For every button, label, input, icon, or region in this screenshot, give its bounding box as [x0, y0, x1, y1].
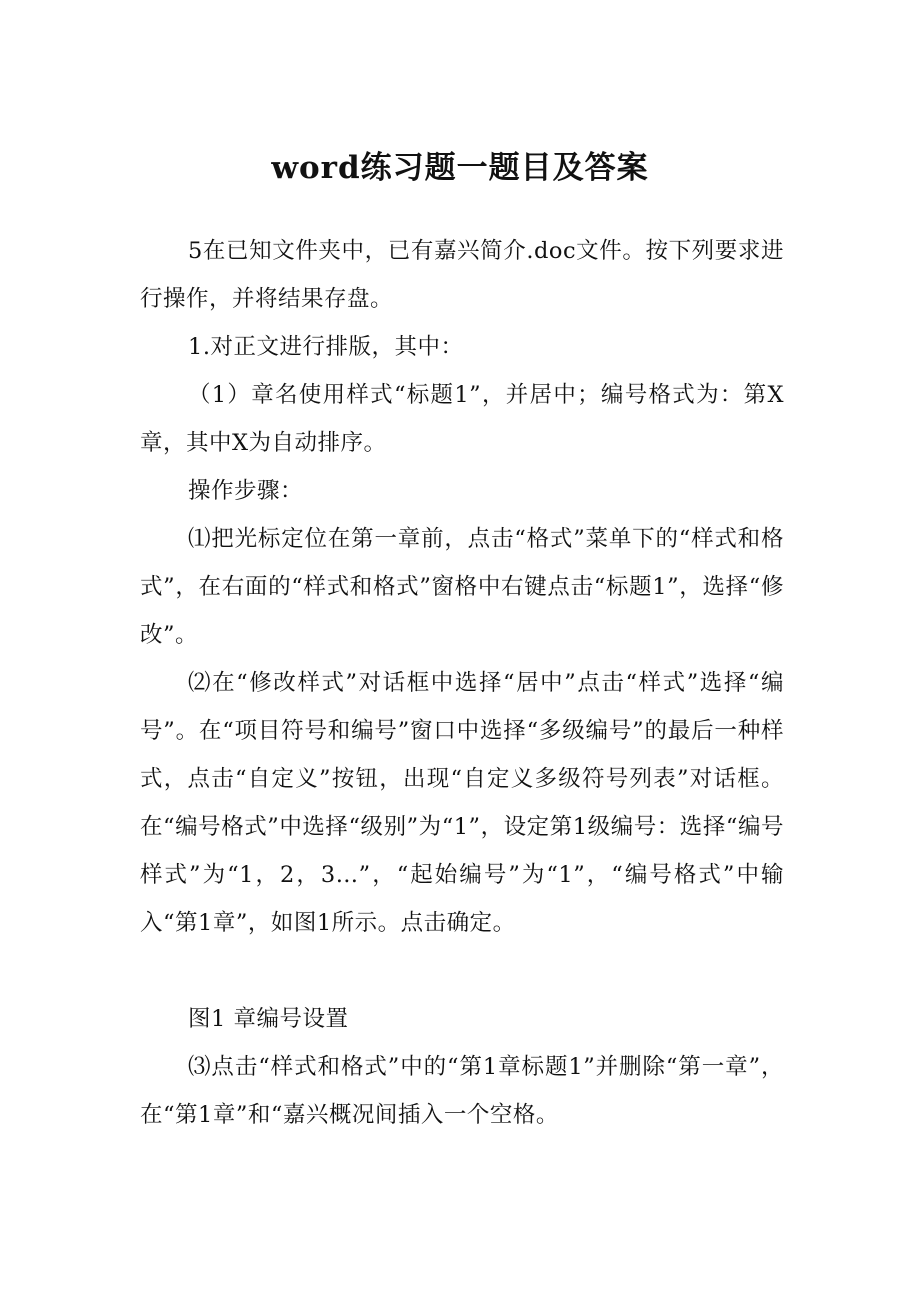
paragraph-step-2: ⑵在“修改样式”对话框中选择“居中”点击“样式”选择“编号”。在“项目符号和编号”窗口中选择“多级编号”的最后一种样式，点击“自定义”按钮，出现“自定义多级符号列表”对话框。在“编号格式”中选择“级别”为“1”，设定第1级编号：选择“编号样式”为“1，2，3…”，“起始编号”为“1”，“编号格式”中输入“第1章”，如图1所示。点击确定。 [140, 670, 784, 936]
paragraph-step-3: ⑶点击“样式和格式”中的“第1章标题1”并删除“第一章”，在“第1章”和“嘉兴概况间插入一个空格。 [140, 1054, 784, 1128]
paragraph-requirement-1: （1）章名使用样式“标题1”，并居中；编号格式为：第X章，其中X为自动排序。 [140, 382, 784, 456]
paragraph-intro: 5在已知文件夹中，已有嘉兴简介.doc文件。按下列要求进行操作，并将结果存盘。 [140, 238, 784, 312]
document-title: word练习题一题目及答案 [271, 150, 649, 186]
figure-placeholder [140, 947, 784, 995]
paragraph-steps-heading: 操作步骤： [188, 478, 304, 504]
figure-caption: 图1 章编号设置 [188, 1006, 349, 1032]
paragraph-step-1: ⑴把光标定位在第一章前，点击“格式”菜单下的“样式和格式”，在右面的“样式和格式”窗格中右键点击“标题1”，选择“修改”。 [140, 526, 784, 648]
document-body [140, 227, 784, 1139]
paragraph-task-1: 1.对正文进行排版，其中： [188, 334, 464, 360]
